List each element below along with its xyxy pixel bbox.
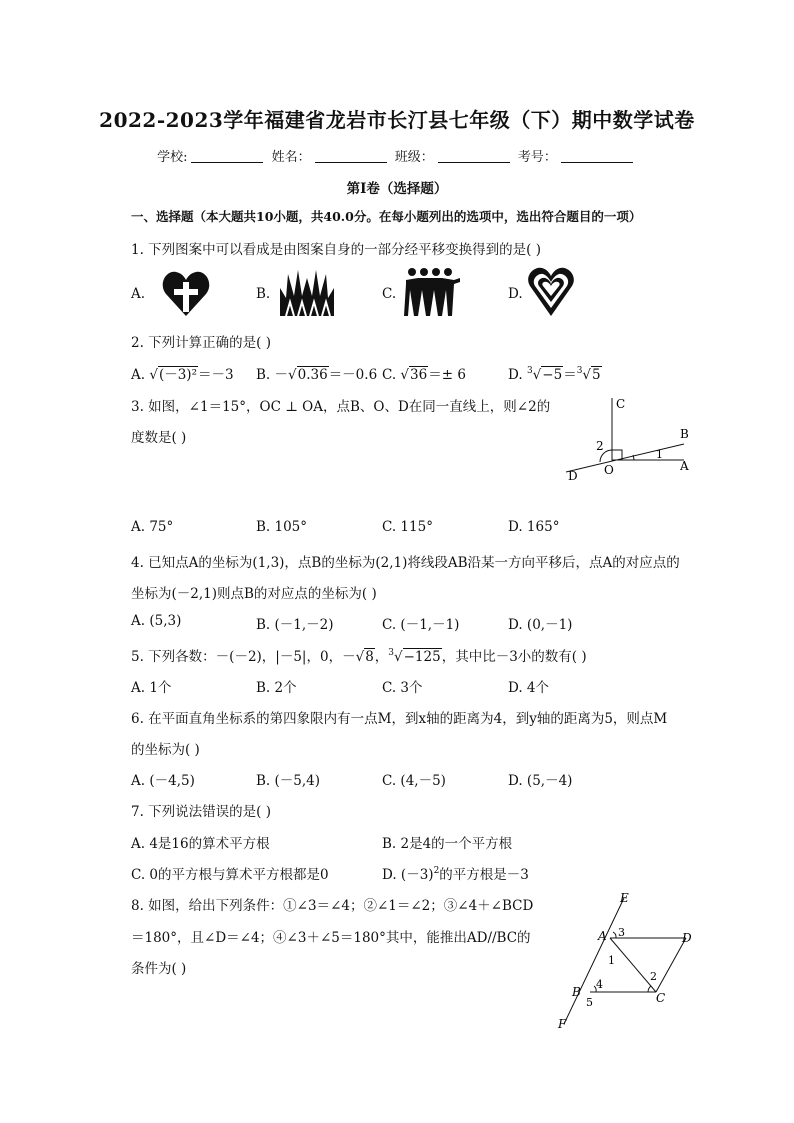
student-info-line [0,146,794,165]
angle-2-label: 2 [596,439,604,453]
q3-option-d[interactable]: D. 165° [508,519,560,535]
class-blank[interactable] [438,150,510,163]
angle-1-label: 1 [608,954,615,967]
q4-stem-line2: 坐标为(－2,1)则点B的对应点的坐标为( ) [131,586,377,602]
q6-option-c[interactable]: C. (4,－5) [382,773,446,789]
q4-option-a[interactable]: A. (5,3) [131,613,182,629]
nested-hearts-icon [526,266,576,318]
q8-stem-line3: 条件为( ) [131,961,187,977]
q4-option-c[interactable]: C. (－1,－1) [382,617,460,633]
school-blank[interactable] [191,150,263,163]
q7-option-c[interactable]: C. 0的平方根与算术平方根都是0 [131,867,329,883]
q7-option-d[interactable]: D. $(-3)^2$的平方根是－3 [382,866,529,883]
q3-stem-line1: 3. 如图，∠1＝15°，OC ⊥ OA，点B、O、D在同一直线上，则∠2的 [131,399,551,415]
label-o: O [604,463,614,477]
exam-no-blank[interactable] [561,150,633,163]
q3-angle-figure [560,392,700,484]
q3-option-a[interactable]: A. 75° [131,519,174,535]
q1-option-d[interactable]: D. [508,286,523,302]
q3-option-c[interactable]: C. 115° [382,519,433,535]
q2-option-d[interactable]: D. $^3$√−5＝$^3$√5 [508,366,601,383]
angle-2-label: 2 [650,970,657,983]
angle-3-label: 3 [618,926,625,939]
q2-option-a[interactable]: A. √(－3)²＝－3 [131,367,234,383]
label-c: C [616,397,626,411]
q6-option-b[interactable]: B. (－5,4) [256,773,321,789]
heart-cross-icon [160,268,212,320]
q1-option-b[interactable]: B. [256,286,271,302]
label-a: A [680,459,689,473]
q7-option-a[interactable]: A. 4是16的算术平方根 [131,836,270,852]
q4-option-d[interactable]: D. (0,－1) [508,617,573,633]
label-c: C [656,991,666,1005]
angle-1-label: 1 [656,448,663,461]
q7-stem: 7. 下列说法错误的是( ) [131,804,271,820]
volume-heading: 第Ⅰ卷（选择题） [346,181,448,197]
q8-stem-line1: 8. 如图，给出下列条件：①∠3＝∠4；②∠1＝∠2；③∠4＋∠BCD [131,898,534,914]
q2-option-b[interactable]: B. －√0.36＝－0.6 [256,367,378,383]
q5-option-d[interactable]: D. 4个 [508,680,550,696]
label-d: D [682,931,692,945]
q3-option-b[interactable]: B. 105° [256,519,308,535]
q5-option-b[interactable]: B. 2个 [256,680,297,696]
label-d: D [568,469,578,483]
school-label: 学校: [157,150,188,165]
name-blank[interactable] [315,150,387,163]
q6-option-a[interactable]: A. (－4,5) [131,773,195,789]
q8-stem-line2: ＝180°，且∠D＝∠4；④∠3＋∠5＝180°其中，能推出AD//BC的 [131,930,531,946]
section-heading: 一、选择题（本大题共10小题，共40.0分。在每小题列出的选项中，选出符合题目的一项） [131,209,642,224]
q2-stem: 2. 下列计算正确的是( ) [131,335,271,351]
q5-option-a[interactable]: A. 1个 [131,680,172,696]
label-b: B [680,427,689,441]
label-f: F [558,1017,567,1031]
q1-stem: 1. 下列图案中可以看成是由图案自身的一部分经平移变换得到的是( ) [131,242,541,258]
dancers-icon [404,266,462,318]
label-b: B [572,985,581,999]
exam-no-label: 考号： [517,150,557,165]
q7-option-b[interactable]: B. 2是4的一个平方根 [382,836,513,852]
q3-stem-line2: 度数是( ) [131,430,187,446]
q5-option-c[interactable]: C. 3个 [382,680,423,696]
q4-stem-line1: 4. 已知点A的坐标为(1,3)，点B的坐标为(2,1)将线段AB沿某一方向平移后，点A的对应点的 [131,555,680,571]
q2-option-c[interactable]: C. √36＝± 6 [382,367,466,383]
book-pages-icon [278,268,336,318]
angle-5-label: 5 [586,996,593,1009]
q8-parallel-figure [552,890,702,1032]
angle-4-label: 4 [596,978,603,991]
label-e: E [620,891,629,905]
q5-stem: 5. 下列各数：－(－2)，|－5|，0，－√8，$^3$√−125，其中比－3小的数有( ) [131,648,587,665]
q1-option-c[interactable]: C. [382,286,397,302]
q6-stem-line1: 6. 在平面直角坐标系的第四象限内有一点M，到x轴的距离为4，到y轴的距离为5，则点M [131,711,668,727]
q1-option-a[interactable]: A. [131,286,146,302]
q4-option-b[interactable]: B. (－1,－2) [256,617,334,633]
q6-option-d[interactable]: D. (5,－4) [508,773,573,789]
q6-stem-line2: 的坐标为( ) [131,742,200,758]
name-label: 姓名： [271,150,311,165]
exam-title: 2022-2023学年福建省龙岩市长汀县七年级（下）期中数学试卷 [99,108,695,132]
class-label: 班级： [394,150,434,165]
label-a: A [598,929,607,943]
